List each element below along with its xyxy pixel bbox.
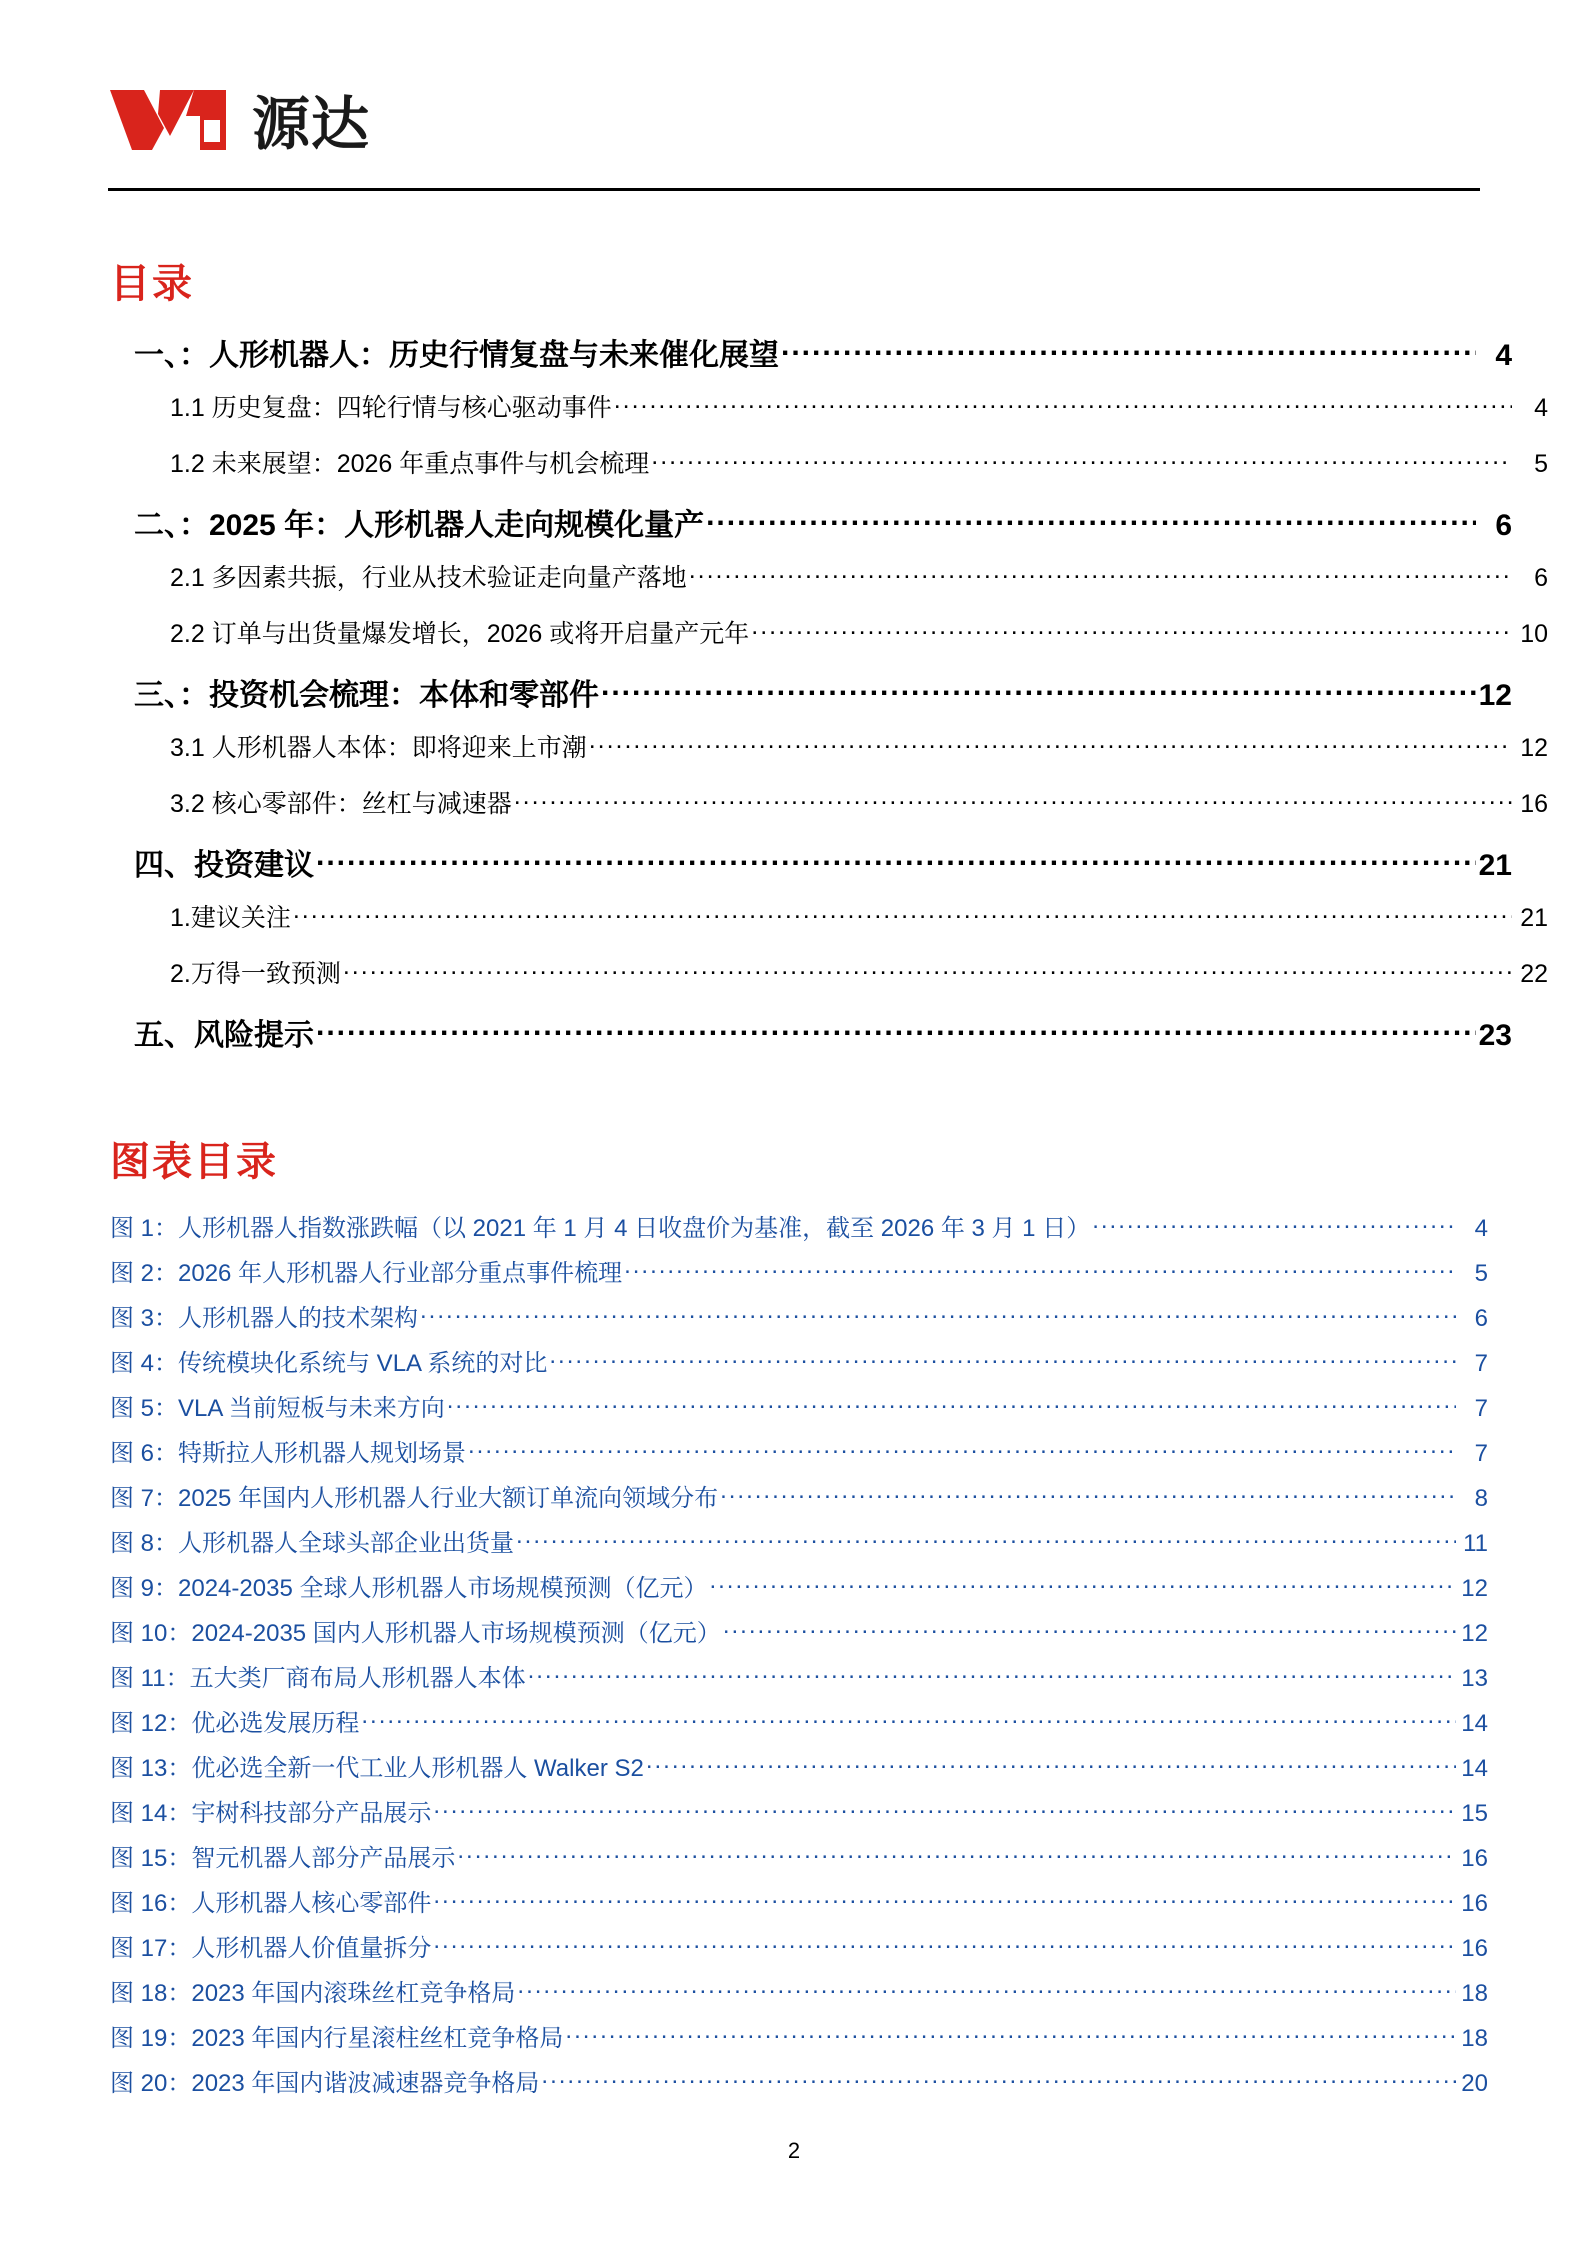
- figure-list-entry-page-number: 13: [1461, 1665, 1488, 1692]
- toc-entry-label: 3.1 人形机器人本体：即将迎来上市潮: [170, 734, 587, 762]
- figure-list-entry-label: 图 1：人形机器人指数涨跌幅（以 2021 年 1 月 4 日收盘价为基准，截至 2026 年 3 月 1 日）: [110, 1215, 1091, 1242]
- figure-list-entry-label: 图 2：2026 年人形机器人行业部分重点事件梳理: [110, 1260, 623, 1287]
- toc-entry-label: 2.2 订单与出货量爆发增长，2026 或将开启量产元年: [170, 620, 750, 648]
- figure-leader-dots: [565, 2022, 1456, 2046]
- figure-list-entry-label: 图 8：人形机器人全球头部企业出货量: [110, 1530, 515, 1557]
- figure-leader-dots: [468, 1437, 1456, 1461]
- toc-entry[interactable]: [110, 670, 1512, 728]
- figure-list-entry-label: 图 13：优必选全新一代工业人形机器人 Walker S2: [110, 1755, 644, 1782]
- figure-list-entry-label: 图 12：优必选发展历程: [110, 1710, 360, 1737]
- figure-list-entry-page-number: 7: [1474, 1395, 1488, 1422]
- figure-list-entry-label: 图 14：宇树科技部分产品展示: [110, 1800, 432, 1827]
- toc-entry-label: 二、：2025 年：人形机器人走向规模化量产: [134, 509, 705, 542]
- figure-list-entry[interactable]: [110, 1793, 1488, 1838]
- figure-list-entry-page-number: 6: [1474, 1305, 1488, 1332]
- figure-leader-dots: [361, 1707, 1456, 1731]
- figure-leader-dots: [457, 1842, 1456, 1866]
- figure-list-entry[interactable]: [110, 1523, 1488, 1568]
- figure-leader-dots: [720, 1482, 1456, 1506]
- toc-entry[interactable]: [110, 558, 1548, 614]
- figure-list-entry-page-number: 11: [1463, 1530, 1488, 1557]
- toc-leader-dots: [316, 845, 1476, 875]
- figure-leader-dots: [447, 1392, 1456, 1416]
- figure-list-entry[interactable]: [110, 1883, 1488, 1928]
- figure-list-entry-label: 图 11：五大类厂商布局人形机器人本体: [110, 1665, 526, 1692]
- toc-entry-label: 2.万得一致预测: [170, 960, 341, 988]
- figure-list-entry-label: 图 16：人形机器人核心零部件: [110, 1890, 432, 1917]
- toc-leader-dots: [706, 505, 1476, 535]
- toc-entry-page-number: 4: [1534, 394, 1548, 422]
- toc-leader-dots: [781, 335, 1476, 365]
- toc-entry[interactable]: [110, 388, 1548, 444]
- figure-list-entry[interactable]: [110, 2018, 1488, 2063]
- figure-list-entry-page-number: 5: [1474, 1260, 1488, 1287]
- figure-list-entry-page-number: 16: [1461, 1935, 1488, 1962]
- toc-leader-dots: [651, 447, 1512, 472]
- figure-list-entry[interactable]: [110, 1478, 1488, 1523]
- figure-list-entry-page-number: 18: [1461, 1980, 1488, 2007]
- toc-entry-page-number: 5: [1534, 450, 1548, 478]
- figure-list-entry-page-number: 7: [1474, 1440, 1488, 1467]
- figure-list-entry-page-number: 7: [1474, 1350, 1488, 1377]
- toc-entry-label: 一、：人形机器人：历史行情复盘与未来催化展望: [134, 339, 779, 372]
- figure-leader-dots: [723, 1617, 1456, 1641]
- figure-list-entry[interactable]: [110, 1298, 1488, 1343]
- toc-entry[interactable]: [110, 954, 1548, 1010]
- figure-list-entry-page-number: 4: [1474, 1215, 1488, 1242]
- figure-leader-dots: [433, 1797, 1456, 1821]
- figure-list-entry-page-number: 16: [1461, 1890, 1488, 1917]
- figure-leader-dots: [420, 1302, 1456, 1326]
- figure-leader-dots: [528, 1662, 1456, 1686]
- toc-entry-page-number: 12: [1520, 734, 1548, 762]
- document-header: [108, 72, 1480, 158]
- figure-list-entry-label: 图 3：人形机器人的技术架构: [110, 1305, 419, 1332]
- toc-leader-dots: [589, 731, 1512, 756]
- toc-entry-page-number: 4: [1495, 339, 1512, 372]
- figure-list-entry[interactable]: [110, 1208, 1488, 1253]
- toc-leader-dots: [343, 957, 1512, 982]
- figure-leader-dots: [624, 1257, 1456, 1281]
- figure-list-entry-page-number: 15: [1461, 1800, 1488, 1827]
- toc-leader-dots: [293, 901, 1512, 926]
- toc-entry-label: 三、：投资机会梳理：本体和零部件: [134, 679, 599, 712]
- toc-entry-page-number: 16: [1520, 790, 1548, 818]
- toc-entry[interactable]: [110, 1010, 1512, 1068]
- brand-name: 源达: [252, 89, 371, 158]
- figure-list-entry[interactable]: [110, 1703, 1488, 1748]
- figure-list-entry-label: 图 19：2023 年国内行星滚柱丝杠竞争格局: [110, 2025, 564, 2052]
- figure-leader-dots: [517, 1977, 1456, 2001]
- figure-list-entry-page-number: 14: [1461, 1710, 1488, 1737]
- toc-leader-dots: [614, 391, 1512, 416]
- figure-list-entry-label: 图 6：特斯拉人形机器人规划场景: [110, 1440, 467, 1467]
- figure-list-entry[interactable]: [110, 2063, 1488, 2108]
- figure-list-entry[interactable]: [110, 1343, 1488, 1388]
- figure-list-entry[interactable]: [110, 1658, 1488, 1703]
- figure-list-entry[interactable]: [110, 1838, 1488, 1883]
- figure-list-entry-label: 图 4：传统模块化系统与 VLA 系统的对比: [110, 1350, 548, 1377]
- toc-entry-page-number: 12: [1478, 679, 1512, 712]
- toc-entry-label: 1.1 历史复盘：四轮行情与核心驱动事件: [170, 394, 612, 422]
- figure-list-entry-label: 图 15：智元机器人部分产品展示: [110, 1845, 456, 1872]
- figure-leader-dots: [433, 1932, 1456, 1956]
- toc-entry[interactable]: [110, 614, 1548, 670]
- figure-leader-dots: [433, 1887, 1456, 1911]
- toc-leader-dots: [514, 787, 1512, 812]
- figure-list-entry[interactable]: [110, 1388, 1488, 1433]
- toc-entry-label: 1.建议关注: [170, 904, 291, 932]
- figure-list-entry-label: 图 9：2024-2035 全球人形机器人市场规模预测（亿元）: [110, 1575, 708, 1602]
- figure-list-entry[interactable]: [110, 1433, 1488, 1478]
- figure-list-entry-page-number: 8: [1474, 1485, 1488, 1512]
- toc-entry-page-number: 6: [1495, 509, 1512, 542]
- toc-entry-label: 四、投资建议: [134, 849, 314, 882]
- toc-leader-dots: [601, 675, 1476, 705]
- figure-list-entry[interactable]: [110, 1748, 1488, 1793]
- footer-page-number: 2: [787, 2138, 801, 2163]
- figure-list-entry-label: 图 7：2025 年国内人形机器人行业大额订单流向领域分布: [110, 1485, 719, 1512]
- figure-list-entry-page-number: 12: [1461, 1620, 1488, 1647]
- yd-logo-icon: [108, 76, 248, 150]
- toc-entry-label: 3.2 核心零部件：丝杠与减速器: [170, 790, 512, 818]
- toc-title: 目录: [110, 261, 194, 307]
- toc-entry-page-number: 10: [1520, 620, 1548, 648]
- figure-list-entry[interactable]: [110, 1568, 1488, 1613]
- toc-entry-page-number: 23: [1478, 1019, 1512, 1052]
- toc-entry[interactable]: [110, 728, 1548, 784]
- toc-entry[interactable]: [110, 444, 1548, 500]
- toc-entry[interactable]: [110, 840, 1512, 898]
- figure-list-entry-page-number: 12: [1461, 1575, 1488, 1602]
- toc-entry-page-number: 6: [1534, 564, 1548, 592]
- table-of-contents: [110, 330, 1548, 1068]
- figure-list-entry[interactable]: [110, 1613, 1488, 1658]
- figure-leader-dots: [549, 1347, 1456, 1371]
- figure-list-entry-label: 图 20：2023 年国内谐波减速器竞争格局: [110, 2070, 540, 2097]
- figure-leader-dots: [541, 2067, 1456, 2091]
- toc-entry-label: 1.2 未来展望：2026 年重点事件与机会梳理: [170, 450, 650, 478]
- figure-leader-dots: [709, 1572, 1456, 1596]
- figure-leader-dots: [646, 1752, 1456, 1776]
- figure-list-entry-label: 图 5：VLA 当前短板与未来方向: [110, 1395, 445, 1422]
- toc-entry-page-number: 22: [1520, 960, 1548, 988]
- figure-list-entry-label: 图 18：2023 年国内滚珠丝杠竞争格局: [110, 1980, 516, 2007]
- toc-entry-page-number: 21: [1478, 849, 1512, 882]
- toc-leader-dots: [689, 561, 1512, 586]
- figure-list-entry-page-number: 20: [1461, 2070, 1488, 2097]
- figure-list-entry[interactable]: [110, 1928, 1488, 1973]
- figure-leader-dots: [516, 1527, 1456, 1551]
- toc-entry[interactable]: [110, 784, 1548, 840]
- figure-list-title: 图表目录: [110, 1139, 278, 1185]
- toc-entry-page-number: 21: [1520, 904, 1548, 932]
- figure-list-entry-label: 图 10：2024-2035 国内人形机器人市场规模预测（亿元）: [110, 1620, 721, 1647]
- figure-list-entry-label: 图 17：人形机器人价值量拆分: [110, 1935, 432, 1962]
- figure-list-entry[interactable]: [110, 1973, 1488, 2018]
- header-divider: [108, 188, 1480, 191]
- toc-entry-label: 五、风险提示: [134, 1019, 314, 1052]
- toc-entry[interactable]: [110, 500, 1512, 558]
- toc-leader-dots: [316, 1015, 1476, 1045]
- figure-list-entry[interactable]: [110, 1253, 1488, 1298]
- figure-list: [110, 1208, 1488, 2108]
- toc-leader-dots: [751, 617, 1512, 642]
- toc-entry[interactable]: [110, 898, 1548, 954]
- figure-list-entry-page-number: 18: [1461, 2025, 1488, 2052]
- toc-entry[interactable]: [110, 330, 1512, 388]
- figure-leader-dots: [1092, 1212, 1456, 1236]
- brand-logo: [108, 72, 1480, 158]
- figure-list-entry-page-number: 14: [1461, 1755, 1488, 1782]
- figure-list-entry-page-number: 16: [1461, 1845, 1488, 1872]
- toc-entry-label: 2.1 多因素共振，行业从技术验证走向量产落地: [170, 564, 687, 592]
